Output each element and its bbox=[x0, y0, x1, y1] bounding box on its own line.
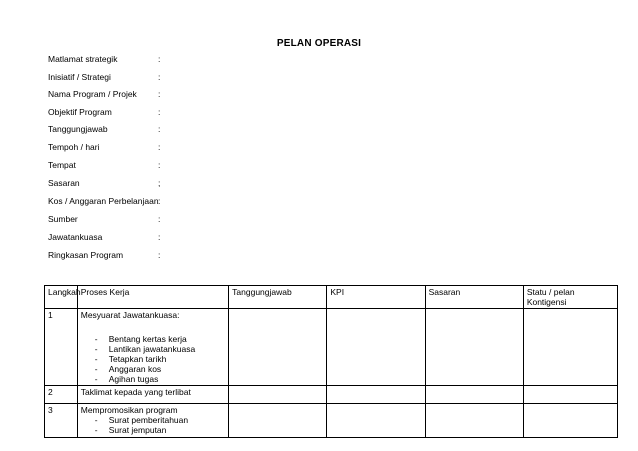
process-cell bbox=[77, 386, 228, 404]
list-item: - Surat jemputan bbox=[95, 425, 225, 435]
field-label: Sumber bbox=[48, 214, 78, 224]
operation-plan-table bbox=[44, 285, 618, 438]
list-item: - Bentang kertas kerja bbox=[95, 334, 225, 344]
field-separator: : bbox=[158, 214, 161, 224]
sub-task-list bbox=[81, 334, 225, 384]
header-proses-kerja: Proses Kerja bbox=[77, 286, 228, 309]
process-text: Mesyuarat Jawatankuasa: bbox=[80, 310, 180, 320]
field-label: Ringkasan Program bbox=[48, 250, 124, 260]
field-separator: : bbox=[158, 142, 161, 152]
header-sasaran: Sasaran bbox=[425, 286, 523, 309]
status-cell bbox=[523, 309, 617, 386]
field-label: Matlamat strategik bbox=[48, 54, 118, 64]
list-item: - Tetapkan tarikh bbox=[95, 354, 225, 364]
kpi-cell bbox=[327, 386, 425, 404]
field-label: Tempat bbox=[48, 160, 76, 170]
field-label: Tanggungjawab bbox=[48, 124, 108, 134]
document-title: PELAN OPERASI bbox=[276, 38, 362, 49]
table-row bbox=[45, 386, 618, 404]
process-text: Mempromosikan program bbox=[80, 405, 178, 415]
header-langkah: Langkah bbox=[45, 286, 78, 309]
tanggungjawab-cell bbox=[229, 386, 327, 404]
step-cell: 2 bbox=[45, 386, 78, 404]
field-label: Jawatankuasa bbox=[48, 232, 103, 242]
sasaran-cell bbox=[425, 404, 523, 438]
field-separator: : bbox=[158, 250, 161, 260]
kpi-cell bbox=[327, 309, 425, 386]
process-text: Taklimat kepada yang terlibat bbox=[80, 387, 191, 397]
field-label: Tempoh / hari bbox=[48, 142, 100, 152]
field-separator: : bbox=[158, 232, 161, 242]
list-item: - Surat pemberitahuan bbox=[95, 415, 225, 425]
sasaran-cell bbox=[425, 309, 523, 386]
process-cell bbox=[77, 309, 228, 386]
field-separator: : bbox=[158, 124, 161, 134]
process-cell bbox=[77, 404, 228, 438]
step-cell: 1 bbox=[45, 309, 78, 386]
field-separator: : bbox=[158, 54, 161, 64]
field-separator: : bbox=[158, 196, 161, 206]
field-label: Nama Program / Projek bbox=[48, 89, 137, 99]
sasaran-cell bbox=[425, 386, 523, 404]
table-row bbox=[45, 309, 618, 386]
header-status-kontigensi: Statu / pelan Kontigensi bbox=[523, 286, 617, 309]
field-separator: : bbox=[158, 89, 161, 99]
field-separator: ; bbox=[158, 178, 161, 188]
table-row bbox=[45, 404, 618, 438]
field-label: Sasaran bbox=[48, 178, 80, 188]
header-tanggungjawab: Tanggungjawab bbox=[229, 286, 327, 309]
list-item: - Anggaran kos bbox=[95, 364, 225, 374]
field-label: Kos / Anggaran Perbelanjaan bbox=[48, 196, 159, 206]
tanggungjawab-cell bbox=[229, 404, 327, 438]
field-separator: : bbox=[158, 160, 161, 170]
field-separator: : bbox=[158, 106, 161, 117]
field-separator: : bbox=[158, 71, 161, 82]
step-cell: 3 bbox=[45, 404, 78, 438]
status-cell bbox=[523, 386, 617, 404]
sub-task-list bbox=[81, 415, 225, 435]
tanggungjawab-cell bbox=[229, 309, 327, 386]
field-label: Objektif Program bbox=[48, 106, 112, 117]
field-label: Inisiatif / Strategi bbox=[48, 71, 111, 82]
kpi-cell bbox=[327, 404, 425, 438]
header-kpi: KPI bbox=[327, 286, 425, 309]
list-item: - Lantikan jawatankuasa bbox=[95, 344, 225, 354]
status-cell bbox=[523, 404, 617, 438]
table-header-row bbox=[45, 286, 618, 309]
list-item: - Agihan tugas bbox=[95, 374, 225, 384]
